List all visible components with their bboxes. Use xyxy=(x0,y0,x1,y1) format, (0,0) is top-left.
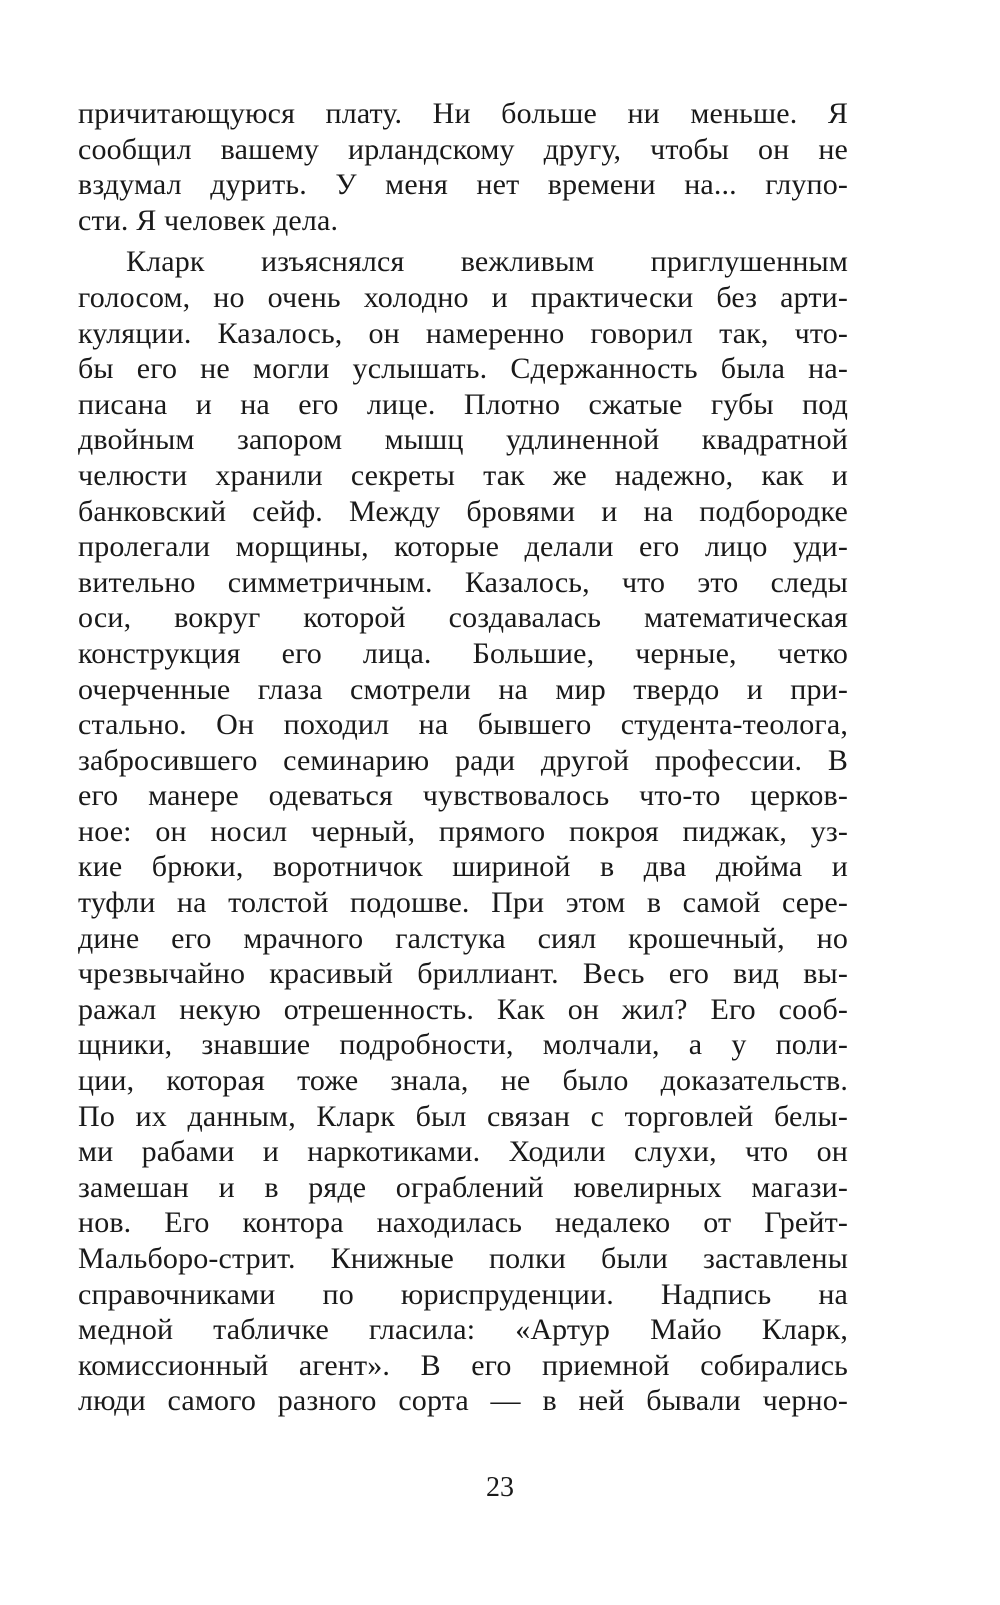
text-line: сообщил вашему ирландскому другу, чтобы он не xyxy=(78,132,848,166)
text-line: бы его не могли услышать. Сдержанность была на- xyxy=(78,352,848,386)
page-number: 23 xyxy=(486,1472,514,1503)
text-line: нов. Его контора находилась недалеко от Грейт- xyxy=(78,1206,848,1240)
text-line: Кларк изъяснялся вежливым приглушенным xyxy=(126,245,848,279)
text-line: По их данным, Кларк был связан с торговлей белы- xyxy=(78,1099,848,1133)
text-line: справочниками по юриспруденции. Надпись на xyxy=(78,1277,848,1311)
text-line: медной табличке гласила: «Артур Майо Кларк, xyxy=(78,1313,848,1347)
book-page-text xyxy=(78,96,848,1419)
text-line: вительно симметричным. Казалось, что это следы xyxy=(78,565,848,599)
paragraph-2 xyxy=(78,244,848,1419)
text-line: стально. Он походил на бывшего студента-теолога, xyxy=(78,708,848,742)
text-line: комиссионный агент». В его приемной собирались xyxy=(78,1348,848,1382)
text-line: банковский сейф. Между бровями и на подбородке xyxy=(78,494,848,528)
text-line: замешан и в ряде ограблений ювелирных магази- xyxy=(78,1170,848,1204)
text-line: ражал некую отрешенность. Как он жил? Его сооб- xyxy=(78,992,848,1026)
text-line: конструкция его лица. Большие, черные, четко xyxy=(78,636,848,670)
text-line: забросившего семинарию ради другой профессии. В xyxy=(78,743,848,777)
text-line: ции, которая тоже знала, не было доказательств. xyxy=(78,1064,848,1098)
text-line: челюсти хранили секреты так же надежно, как и xyxy=(78,458,848,492)
paragraph-1 xyxy=(78,96,848,238)
text-line: пролегали морщины, которые делали его лицо уди- xyxy=(78,530,848,564)
text-line: сти. Я человек дела. xyxy=(78,203,339,237)
text-line: Мальборо-стрит. Книжные полки были заставлены xyxy=(78,1242,848,1275)
text-line: щники, знавшие подробности, молчали, а у поли- xyxy=(78,1028,848,1062)
text-line: причитающуюся плату. Ни больше ни меньше. Я xyxy=(78,97,848,130)
text-line: куляции. Казалось, он намеренно говорил так, что- xyxy=(78,316,848,350)
text-line: писана и на его лице. Плотно сжатые губы под xyxy=(78,387,848,421)
text-line: люди самого разного сорта — в ней бывали черно- xyxy=(78,1384,848,1418)
text-line: оси, вокруг которой создавалась математическая xyxy=(78,601,848,635)
text-line: его манере одеваться чувствовалось что-то церков- xyxy=(78,779,848,813)
text-line: ми рабами и наркотиками. Ходили слухи, что он xyxy=(78,1135,848,1169)
text-line: туфли на толстой подошве. При этом в самой сере- xyxy=(78,886,848,920)
text-line: кие брюки, воротничок шириной в два дюйма и xyxy=(78,850,848,884)
text-line: голосом, но очень холодно и практически без арти- xyxy=(78,280,848,314)
text-line: вздумал дурить. У меня нет времени на... глупо- xyxy=(78,168,848,202)
text-line: очерченные глаза смотрели на мир твердо и при- xyxy=(78,672,848,706)
text-line: чрезвычайно красивый бриллиант. Весь его вид вы- xyxy=(78,957,848,991)
text-line: двойным запором мышц удлиненной квадратной xyxy=(78,423,848,457)
text-line: дине его мрачного галстука сиял крошечный, но xyxy=(78,921,848,955)
text-line: ное: он носил черный, прямого покроя пиджак, уз- xyxy=(78,814,848,848)
